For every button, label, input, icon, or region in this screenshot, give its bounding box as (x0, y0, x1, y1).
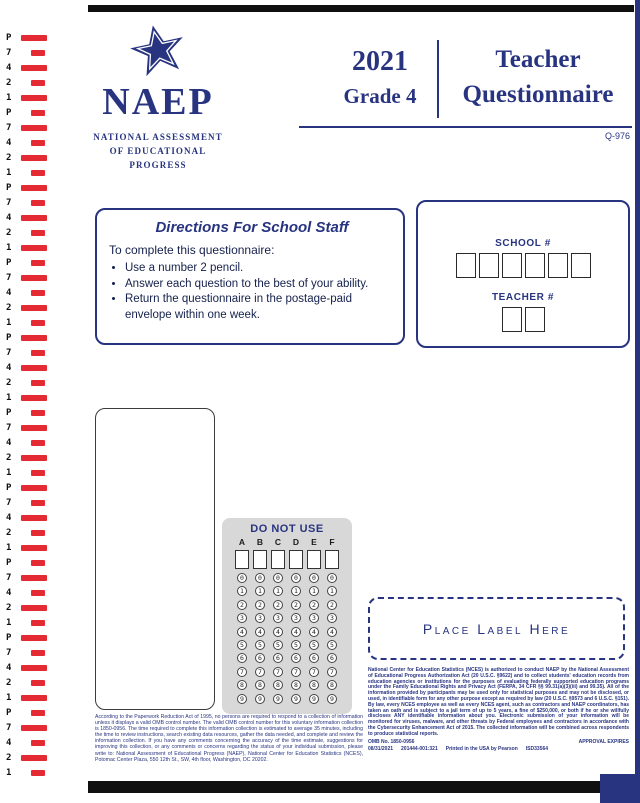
naep-logo (92, 24, 224, 173)
timing-row (6, 660, 47, 675)
digit-bubble[interactable]: 7 (291, 667, 301, 677)
timing-track (6, 30, 47, 780)
timing-row (6, 180, 47, 195)
timing-mark (31, 350, 45, 356)
timing-mark (31, 680, 45, 686)
timing-char: 7 (6, 47, 12, 58)
timing-mark (31, 650, 45, 656)
digit-bubble[interactable]: 3 (255, 613, 265, 623)
school-teacher-id-box (416, 200, 630, 348)
digit-bubble[interactable]: 3 (273, 613, 283, 623)
timing-mark (31, 50, 45, 56)
timing-char: 4 (6, 62, 12, 73)
timing-mark (21, 95, 47, 101)
timing-char: 4 (6, 512, 12, 523)
timing-char: 2 (6, 377, 12, 388)
timing-row (6, 315, 47, 330)
timing-mark (21, 395, 47, 401)
timing-char: 1 (6, 767, 12, 778)
school-digit-cell[interactable] (571, 253, 591, 278)
school-digit-cell[interactable] (502, 253, 522, 278)
directions-item: • Answer each question to the best of your ability. (125, 277, 395, 293)
bubble-row (222, 613, 352, 623)
digit-bubble[interactable]: 7 (237, 667, 247, 677)
timing-char: 2 (6, 452, 12, 463)
digit-bubble[interactable]: 2 (273, 600, 283, 610)
print-code: 201444-001:321 (401, 746, 438, 753)
digit-bubble[interactable]: 0 (255, 573, 265, 583)
timing-row (6, 765, 47, 780)
digit-bubble[interactable]: 9 (255, 694, 265, 704)
timing-char: 1 (6, 167, 12, 178)
timing-mark (31, 500, 45, 506)
digit-bubble[interactable]: 6 (255, 653, 265, 663)
timing-row (6, 105, 47, 120)
digit-bubble[interactable]: 8 (237, 680, 247, 690)
paperwork-reduction-notice: According to the Paperwork Reduction Act of 1995, no persons are required to respond to a collection of information unless it displays a valid OMB control number. The valid OMB control number for this voluntary information collection is 1850-0956. The time required to complete this information collection is estimated to average 35 minutes, including the time to review instructions, search existing data resources, gather the data needed, and complete and review the information collection. If you have any comments concerning the accuracy of the time estimate, suggestions for improving this collection, or any comments or concerns regarding the status of your individual submission, please write to: National Assessment of Educational Progress (NAEP), National Center for Education Statistics (NCES), Potomac Center Plaza, 550 12th St., SW, 4th floor, Washington, DC 20202. (95, 714, 363, 763)
logo-wordmark: NAEP (102, 81, 214, 123)
timing-char: 1 (6, 392, 12, 403)
timing-mark (21, 695, 47, 701)
dnu-write-cell[interactable] (289, 550, 303, 569)
directions-title: Directions For School Staff (155, 219, 349, 236)
digit-bubble[interactable]: 8 (291, 680, 301, 690)
timing-row (6, 570, 47, 585)
timing-row (6, 195, 47, 210)
dnu-write-cell[interactable] (307, 550, 321, 569)
timing-char: 2 (6, 152, 12, 163)
digit-bubble[interactable]: 6 (273, 653, 283, 663)
timing-char: 7 (6, 272, 12, 283)
digit-bubble[interactable]: 0 (291, 573, 301, 583)
digit-bubble[interactable]: 8 (309, 680, 319, 690)
timing-row (6, 675, 47, 690)
dnu-column-letter: F (329, 537, 335, 547)
bubble-row (222, 667, 352, 677)
page-title: Teacher Questionnaire (462, 46, 614, 108)
digit-bubble[interactable]: 1 (237, 586, 247, 596)
timing-char: 1 (6, 92, 12, 103)
timing-char: 4 (6, 212, 12, 223)
timing-row (6, 210, 47, 225)
timing-row (6, 630, 47, 645)
digit-bubble[interactable]: 8 (255, 680, 265, 690)
timing-char: 4 (6, 137, 12, 148)
timing-mark (31, 140, 45, 146)
timing-char: 2 (6, 677, 12, 688)
timing-row (6, 240, 47, 255)
timing-mark (21, 65, 47, 71)
bubble-row (222, 694, 352, 704)
timing-mark (31, 560, 45, 566)
form-code: Q-976 (604, 131, 630, 141)
school-digit-cell[interactable] (548, 253, 568, 278)
timing-mark (21, 575, 47, 581)
timing-mark (21, 725, 47, 731)
digit-bubble[interactable]: 5 (273, 640, 283, 650)
bubble-row (222, 600, 352, 610)
timing-mark (21, 425, 47, 431)
timing-char: 7 (6, 347, 12, 358)
dnu-write-cell[interactable] (325, 550, 339, 569)
timing-mark (31, 470, 45, 476)
timing-char: 2 (6, 602, 12, 613)
dnu-column-letter: E (311, 537, 317, 547)
timing-row (6, 300, 47, 315)
timing-row (6, 270, 47, 285)
digit-bubble[interactable]: 9 (237, 694, 247, 704)
digit-bubble[interactable]: 6 (291, 653, 301, 663)
timing-mark (31, 290, 45, 296)
timing-char: 4 (6, 287, 12, 298)
digit-bubble[interactable]: 5 (309, 640, 319, 650)
place-label-text: Place Label Here (422, 620, 571, 637)
digit-bubble[interactable]: 8 (327, 680, 337, 690)
digit-bubble[interactable]: 4 (237, 627, 247, 637)
timing-row (6, 705, 47, 720)
timing-row (6, 420, 47, 435)
digit-bubble[interactable]: 7 (255, 667, 265, 677)
bottom-corner-block (600, 774, 640, 803)
timing-row (6, 450, 47, 465)
digit-bubble[interactable]: 4 (273, 627, 283, 637)
digit-bubble[interactable]: 1 (327, 586, 337, 596)
timing-mark (31, 530, 45, 536)
timing-char: 1 (6, 617, 12, 628)
assessment-year: 2021 (352, 46, 408, 77)
timing-char: 2 (6, 77, 12, 88)
timing-row (6, 510, 47, 525)
timing-mark (31, 410, 45, 416)
digit-bubble[interactable]: 3 (309, 613, 319, 623)
digit-bubble[interactable]: 0 (237, 573, 247, 583)
timing-row (6, 150, 47, 165)
timing-char: 7 (6, 722, 12, 733)
timing-mark (21, 665, 47, 671)
approval-expires-label: APPROVAL EXPIRES (578, 738, 629, 745)
omb-approval-line (368, 740, 629, 746)
bubble-row (222, 653, 352, 663)
timing-char: P (6, 257, 12, 268)
timing-mark (21, 335, 47, 341)
header-horizontal-rule (299, 126, 632, 128)
directions-box (95, 208, 405, 345)
timing-row (6, 615, 47, 630)
digit-bubble[interactable]: 5 (237, 640, 247, 650)
bubble-row (222, 640, 352, 650)
dnu-write-cell[interactable] (253, 550, 267, 569)
digit-bubble[interactable]: 9 (327, 694, 337, 704)
digit-bubble[interactable]: 3 (237, 613, 247, 623)
digit-bubble[interactable]: 9 (273, 694, 283, 704)
timing-row (6, 495, 47, 510)
timing-row (6, 750, 47, 765)
timing-char: P (6, 632, 12, 643)
timing-row (6, 690, 47, 705)
timing-mark (31, 770, 45, 776)
timing-row (6, 540, 47, 555)
timing-row (6, 120, 47, 135)
assessment-year-grade (328, 46, 432, 109)
timing-row (6, 360, 47, 375)
timing-char: 1 (6, 692, 12, 703)
header-vertical-divider (437, 40, 439, 118)
timing-row (6, 465, 47, 480)
timing-mark (31, 380, 45, 386)
directions-list (109, 261, 395, 323)
timing-mark (21, 515, 47, 521)
dnu-column-letter: B (256, 537, 264, 547)
digit-bubble[interactable]: 5 (291, 640, 301, 650)
timing-char: P (6, 32, 12, 43)
timing-mark (31, 620, 45, 626)
logo-org-text: NATIONAL ASSESSMENT OF EDUCATIONAL PROGRESS (93, 132, 223, 170)
timing-row (6, 225, 47, 240)
digit-bubble[interactable]: 5 (255, 640, 265, 650)
nces-legal-body: National Center for Education Statistics (NCES) is authorized to conduct NAEP by the National Assessment of Educational Progress Authorization Act (20 U.S.C. §9622) and to collect students' education records from education agencies or institutions for the purposes of evaluating federally supported education programs under the Family Educational Rights and Privacy Act (FERPA, 34 CFR §§ 99.31(a)(3)(iii) and 99.35). All of the information provided by participants may be used only for statistical purposes and may not be disclosed, or used, in identifiable form for any other purpose except as required by law (20 U.S.C. §9573 and 6 U.S.C. §151). By law, every NCES employee as well as every NCES agent, such as contractors and NAEP coordinators, has taken an oath and is subject to a jail term of up to 5 years, a fine of $250,000, or both if he or she willfully discloses ANY identifiable information about you. Electronic submission of your information will be monitored for viruses, malware, and other threats by Federal employees and contractors in accordance with the Cybersecurity Enhancement Act of 2015. The collected information will be combined across respondents to produce statistical reports. (368, 667, 629, 737)
timing-char: 4 (6, 737, 12, 748)
timing-row (6, 735, 47, 750)
timing-char: P (6, 407, 12, 418)
timing-mark (21, 635, 47, 641)
timing-row (6, 30, 47, 45)
digit-bubble[interactable]: 2 (255, 600, 265, 610)
timing-row (6, 345, 47, 360)
timing-char: 7 (6, 572, 12, 583)
teacher-cells (418, 307, 628, 332)
timing-char: 4 (6, 362, 12, 373)
digit-bubble[interactable]: 6 (327, 653, 337, 663)
school-digit-cell[interactable] (525, 253, 545, 278)
timing-char: 7 (6, 497, 12, 508)
timing-char: P (6, 707, 12, 718)
digit-bubble[interactable]: 6 (309, 653, 319, 663)
school-digit-cell[interactable] (479, 253, 499, 278)
digit-bubble[interactable]: 1 (291, 586, 301, 596)
timing-char: 1 (6, 542, 12, 553)
digit-bubble[interactable]: 3 (291, 613, 301, 623)
timing-char: 7 (6, 422, 12, 433)
timing-mark (31, 740, 45, 746)
dnu-write-cell[interactable] (235, 550, 249, 569)
timing-char: P (6, 557, 12, 568)
blank-response-box (95, 408, 215, 710)
timing-mark (21, 245, 47, 251)
timing-mark (31, 710, 45, 716)
digit-bubble[interactable]: 2 (291, 600, 301, 610)
timing-mark (21, 545, 47, 551)
timing-char: 2 (6, 302, 12, 313)
dnu-column-letter: C (274, 537, 282, 547)
timing-row (6, 720, 47, 735)
timing-char: 2 (6, 527, 12, 538)
timing-mark (21, 215, 47, 221)
timing-mark (21, 455, 47, 461)
school-cells (418, 253, 628, 278)
timing-char: 7 (6, 647, 12, 658)
top-rule-bar (88, 5, 634, 12)
bubble-row (222, 680, 352, 690)
timing-mark (31, 170, 45, 176)
timing-mark (21, 305, 47, 311)
timing-char: 7 (6, 197, 12, 208)
timing-row (6, 165, 47, 180)
teacher-number-label: TEACHER # (491, 292, 555, 303)
school-number-label: SCHOOL # (495, 238, 551, 249)
bubble-row (222, 627, 352, 637)
timing-row (6, 330, 47, 345)
digit-bubble[interactable]: 9 (309, 694, 319, 704)
isd-number: ISD33564 (525, 746, 549, 753)
digit-bubble[interactable]: 4 (327, 627, 337, 637)
timing-mark (31, 110, 45, 116)
omb-number: OMB No. 1850-0956 (368, 738, 415, 745)
timing-char: 4 (6, 437, 12, 448)
timing-row (6, 255, 47, 270)
timing-row (6, 645, 47, 660)
timing-char: 1 (6, 467, 12, 478)
timing-mark (31, 260, 45, 266)
timing-char: P (6, 182, 12, 193)
timing-mark (31, 80, 45, 86)
timing-char: 4 (6, 587, 12, 598)
timing-char: 7 (6, 122, 12, 133)
timing-mark (21, 155, 47, 161)
timing-row (6, 525, 47, 540)
school-digit-cell[interactable] (456, 253, 476, 278)
timing-row (6, 555, 47, 570)
timing-row (6, 405, 47, 420)
timing-char: 2 (6, 227, 12, 238)
printed-by: Printed in the USA by Pearson (445, 746, 518, 753)
timing-mark (21, 185, 47, 191)
timing-row (6, 375, 47, 390)
print-info-line (368, 747, 629, 753)
digit-bubble[interactable]: 6 (237, 653, 247, 663)
timing-mark (31, 320, 45, 326)
timing-row (6, 435, 47, 450)
timing-mark (21, 365, 47, 371)
bottom-rule-bar (88, 781, 600, 793)
nces-legal-notice (368, 668, 629, 753)
timing-row (6, 585, 47, 600)
digit-bubble[interactable]: 0 (309, 573, 319, 583)
directions-intro: To complete this questionnaire: (109, 243, 275, 257)
place-label-area (368, 597, 625, 660)
timing-row (6, 60, 47, 75)
digit-bubble[interactable]: 4 (309, 627, 319, 637)
timing-mark (21, 605, 47, 611)
dnu-bubble-grid (222, 573, 352, 704)
timing-row (6, 135, 47, 150)
digit-bubble[interactable]: 5 (327, 640, 337, 650)
star-icon (126, 63, 190, 80)
digit-bubble[interactable]: 0 (327, 573, 337, 583)
timing-row (6, 90, 47, 105)
digit-bubble[interactable]: 8 (273, 680, 283, 690)
timing-char: 1 (6, 317, 12, 328)
teacher-digit-cell[interactable] (502, 307, 522, 332)
timing-char: 2 (6, 752, 12, 763)
timing-row (6, 45, 47, 60)
digit-bubble[interactable]: 2 (327, 600, 337, 610)
do-not-use-title: DO NOT USE (250, 523, 324, 535)
dnu-letters (222, 537, 352, 547)
dnu-column-letter: D (292, 537, 300, 547)
timing-row (6, 480, 47, 495)
timing-mark (31, 590, 45, 596)
timing-mark (21, 275, 47, 281)
timing-row (6, 285, 47, 300)
timing-mark (21, 125, 47, 131)
digit-bubble[interactable]: 7 (309, 667, 319, 677)
directions-item: • Use a number 2 pencil. (125, 261, 395, 277)
timing-row (6, 600, 47, 615)
timing-mark (31, 230, 45, 236)
right-edge-bar (635, 0, 640, 803)
dnu-cells (222, 550, 352, 569)
timing-mark (21, 485, 47, 491)
bubble-row (222, 573, 352, 583)
dnu-column-letter: A (238, 537, 246, 547)
timing-mark (31, 200, 45, 206)
digit-bubble[interactable]: 7 (273, 667, 283, 677)
timing-mark (31, 440, 45, 446)
digit-bubble[interactable]: 9 (291, 694, 301, 704)
timing-mark (21, 35, 47, 41)
timing-char: 4 (6, 662, 12, 673)
approval-expires-date: 08/31/2021 (368, 746, 394, 753)
timing-char: P (6, 482, 12, 493)
teacher-digit-cell[interactable] (525, 307, 545, 332)
timing-char: P (6, 107, 12, 118)
timing-row (6, 390, 47, 405)
bubble-row (222, 586, 352, 596)
digit-bubble[interactable]: 7 (327, 667, 337, 677)
dnu-write-cell[interactable] (271, 550, 285, 569)
digit-bubble[interactable]: 2 (309, 600, 319, 610)
timing-mark (21, 755, 47, 761)
digit-bubble[interactable]: 1 (309, 586, 319, 596)
timing-char: P (6, 332, 12, 343)
directions-item: • Return the questionnaire in the postage-paid envelope within one week. (125, 292, 395, 323)
digit-bubble[interactable]: 2 (237, 600, 247, 610)
do-not-use-grid (222, 518, 352, 714)
digit-bubble[interactable]: 1 (255, 586, 265, 596)
digit-bubble[interactable]: 1 (273, 586, 283, 596)
digit-bubble[interactable]: 0 (273, 573, 283, 583)
digit-bubble[interactable]: 4 (255, 627, 265, 637)
digit-bubble[interactable]: 4 (291, 627, 301, 637)
digit-bubble[interactable]: 3 (327, 613, 337, 623)
timing-char: 1 (6, 242, 12, 253)
timing-row (6, 75, 47, 90)
assessment-grade: Grade 4 (343, 84, 417, 108)
